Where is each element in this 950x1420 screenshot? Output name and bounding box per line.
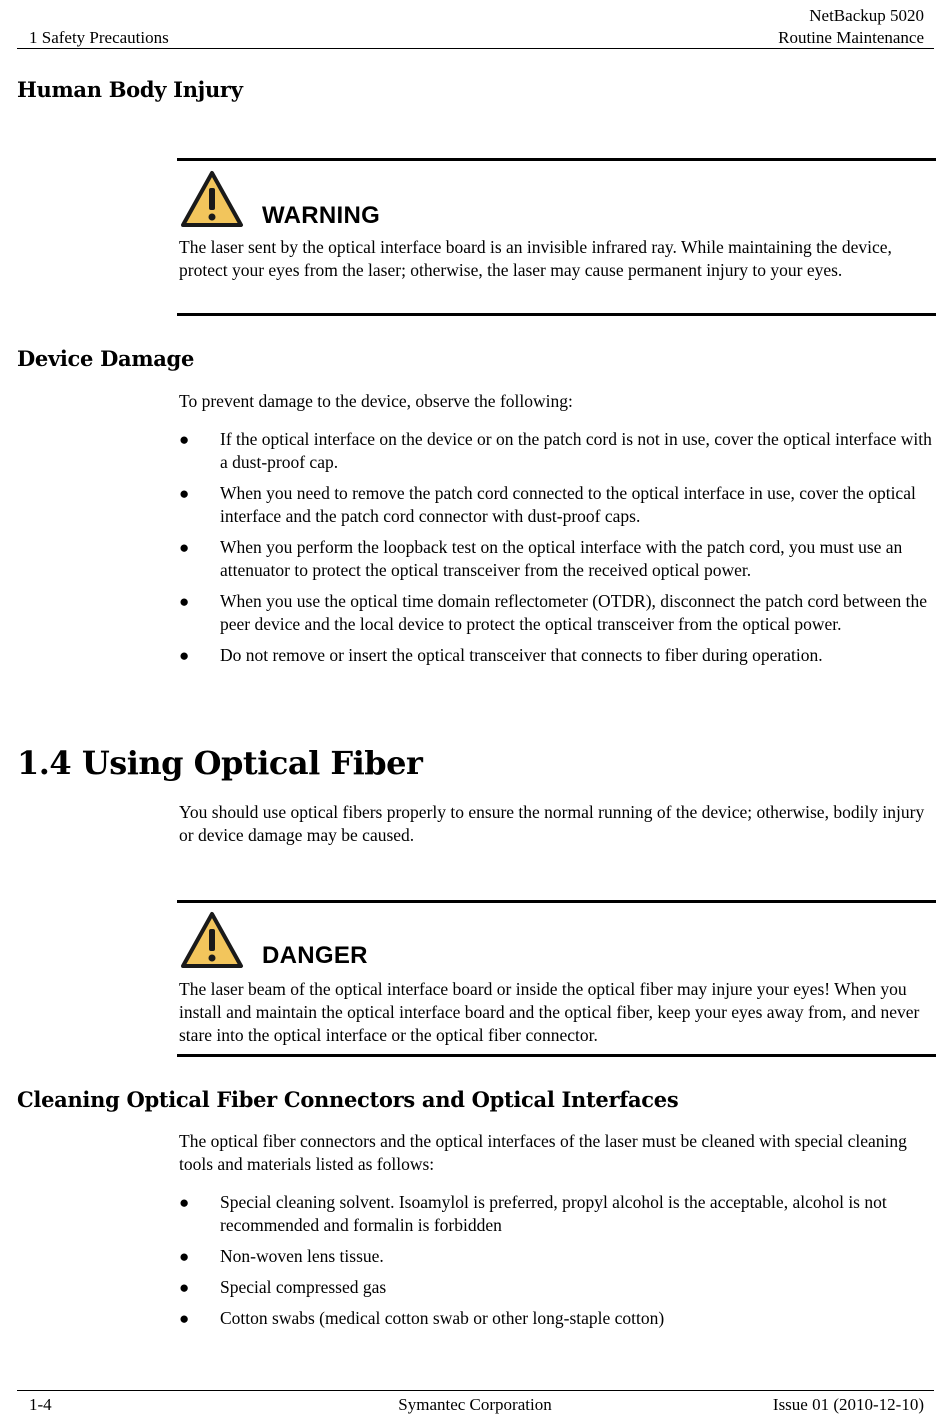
footer-issue: Issue 01 (2010-12-10) xyxy=(772,1395,924,1414)
header-left: 1 Safety Precautions xyxy=(29,28,169,47)
list-item xyxy=(179,644,935,667)
danger-bottom-rule xyxy=(177,1054,936,1057)
device-damage-list xyxy=(179,428,935,675)
danger-title: DANGER xyxy=(262,942,368,969)
warning-title: WARNING xyxy=(262,202,381,229)
heading-human-body-injury: Human Body Injury xyxy=(17,77,243,102)
footer-rule xyxy=(17,1390,934,1391)
header-rule xyxy=(17,48,934,49)
list-item xyxy=(179,1276,935,1299)
list-item-text: Non-woven lens tissue. xyxy=(220,1246,384,1266)
bullet-dot: ● xyxy=(179,484,190,503)
list-item-text: Cotton swabs (medical cotton swab or other long-staple cotton) xyxy=(220,1308,665,1328)
warning-bottom-rule xyxy=(177,313,936,316)
bullet-dot: ● xyxy=(179,430,190,449)
danger-triangle-icon xyxy=(180,911,244,969)
list-item-text: Special cleaning solvent. Isoamylol is preferred, propyl alcohol is the acceptable, alcohol is not recommended and formalin is forbidden xyxy=(220,1192,887,1235)
list-item-text: When you use the optical time domain reflectometer (OTDR), disconnect the patch cord between the peer device and the local device to protect the optical transceiver from the optical power. xyxy=(220,591,928,634)
footer-company: Symantec Corporation xyxy=(398,1395,552,1414)
list-item-text: When you perform the loopback test on the optical interface with the patch cord, you must use an attenuator to protect the optical transceiver from the received optical power. xyxy=(220,537,903,580)
header-right-title: NetBackup 5020 xyxy=(809,6,924,25)
warning-text: The laser sent by the optical interface board is an invisible infrared ray. While maintaining the device, protect your eyes from the laser; otherwise, the laser may cause permanent injury to your eyes. xyxy=(179,237,892,280)
list-item xyxy=(179,536,935,582)
bullet-dot: ● xyxy=(179,1309,190,1328)
list-item xyxy=(179,1307,935,1330)
list-item xyxy=(179,482,935,528)
bullet-dot: ● xyxy=(179,592,190,611)
danger-top-rule xyxy=(177,900,936,903)
warning-top-rule xyxy=(177,158,936,161)
device-damage-intro: To prevent damage to the device, observe the following: xyxy=(179,391,573,411)
bullet-dot: ● xyxy=(179,538,190,557)
header-right-subtitle: Routine Maintenance xyxy=(778,28,924,47)
list-item xyxy=(179,1191,935,1237)
list-item xyxy=(179,590,935,636)
cleaning-list xyxy=(179,1191,935,1338)
bullet-dot: ● xyxy=(179,646,190,665)
using-optical-fiber-intro: You should use optical fibers properly to ensure the normal running of the device; otherwise, bodily injury or device damage may be caused. xyxy=(179,802,925,845)
warning-triangle-icon xyxy=(180,170,244,228)
list-item-text: Special compressed gas xyxy=(220,1277,387,1297)
heading-cleaning: Cleaning Optical Fiber Connectors and Optical Interfaces xyxy=(17,1087,679,1112)
list-item-text: If the optical interface on the device or on the patch cord is not in use, cover the optical interface with a dust-proof cap. xyxy=(220,429,932,472)
list-item-text: When you need to remove the patch cord connected to the optical interface in use, cover the optical interface and the patch cord connector with dust-proof caps. xyxy=(220,483,916,526)
heading-device-damage: Device Damage xyxy=(17,346,194,371)
list-item-text: Do not remove or insert the optical transceiver that connects to fiber during operation. xyxy=(220,645,823,665)
footer-page-number: 1-4 xyxy=(29,1395,52,1414)
danger-text: The laser beam of the optical interface board or inside the optical fiber may injure your eyes! When you install and maintain the optical interface board and the optical fiber, keep your eyes away from, and never stare into the optical interface or the optical fiber connector. xyxy=(179,979,920,1045)
bullet-dot: ● xyxy=(179,1247,190,1266)
bullet-dot: ● xyxy=(179,1193,190,1212)
heading-using-optical-fiber: 1.4 Using Optical Fiber xyxy=(17,744,423,782)
bullet-dot: ● xyxy=(179,1278,190,1297)
list-item xyxy=(179,428,935,474)
cleaning-intro: The optical fiber connectors and the optical interfaces of the laser must be cleaned with special cleaning tools and materials listed as follows: xyxy=(179,1131,907,1174)
list-item xyxy=(179,1245,935,1268)
